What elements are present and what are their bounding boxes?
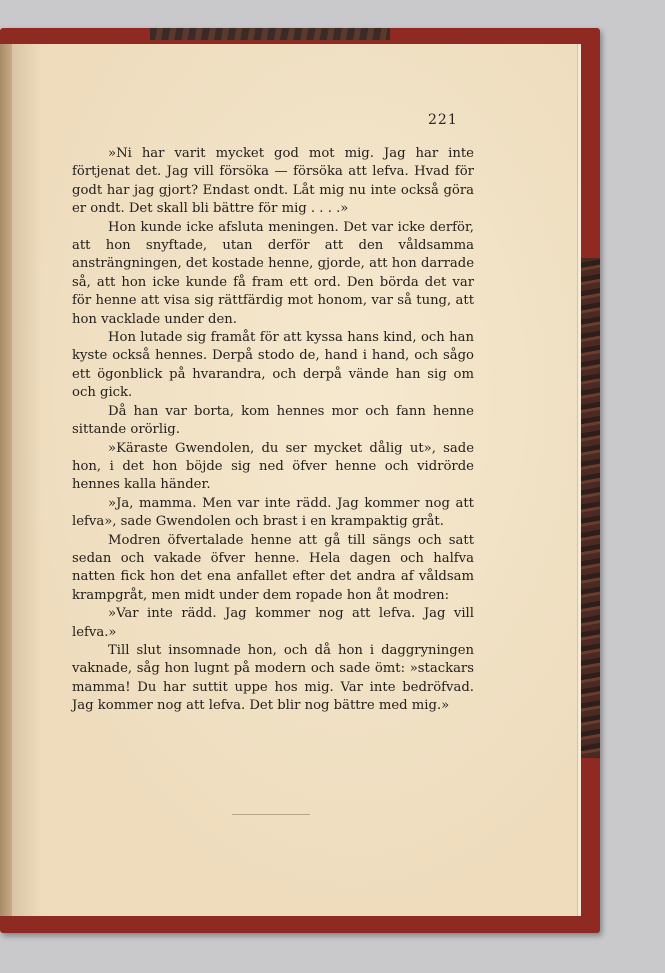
paragraph: Modren öfvertalade henne att gå till sängs och satt sedan och vakade öfver henne. Hela dagen och halfva natten fick hon det ena anfallet efter det andra af våldsam krampgråt, men midt under dem ropade hon åt modren:: [72, 532, 474, 603]
section-divider: [232, 814, 310, 815]
paragraph: »Ja, mamma. Men var inte rädd. Jag kommer nog att lefva», sade Gwendolen och brast i en krampaktig gråt.: [72, 495, 474, 530]
paragraph: Hon lutade sig framåt för att kyssa hans kind, och han kyste också hennes. Derpå stodo de, hand i hand, och sågo ett ögonblick på hvarandra, och derpå vände han sig om och gick.: [72, 330, 474, 401]
body-text: [72, 145, 474, 716]
page-number: 221: [428, 112, 458, 128]
paragraph: Till slut insomnade hon, och då hon i daggryningen vaknade, såg hon lugnt på modern och sade ömt: »stackars mamma! Du har suttit uppe hos mig. Var inte bedröfvad. Jag kommer nog att lefva. Det blir nog bättre med mig.»: [72, 642, 474, 714]
paragraph: Då han var borta, kom hennes mor och fann henne sittande orörlig.: [72, 403, 474, 438]
paragraph: »Käraste Gwendolen, du ser mycket dålig ut», sade hon, i det hon böjde sig ned öfver henne och vidrörde hennes kalla händer.: [72, 440, 474, 493]
paragraph: »Var inte rädd. Jag kommer nog att lefva. Jag vill lefva.»: [72, 606, 474, 640]
endpaper: [150, 28, 390, 40]
paragraph: »Ni har varit mycket god mot mig. Jag har inte förtjenat det. Jag vill försöka — försöka att lefva. Hvad för godt har jag gjort? Endast ondt. Låt mig nu inte också göra er ondt. Det skall bli bättre för mig . . . .»: [72, 146, 474, 217]
paragraph: Hon kunde icke afsluta meningen. Det var icke derför, att hon snyftade, utan derför att den våldsamma ansträngningen, det kostade henne, gjorde, att hon darrade så, att hon icke kunde få fram ett ord. Den börda det var för henne att visa sig rättfärdig mot honom, var så tung, att hon vacklade under den.: [72, 219, 474, 327]
